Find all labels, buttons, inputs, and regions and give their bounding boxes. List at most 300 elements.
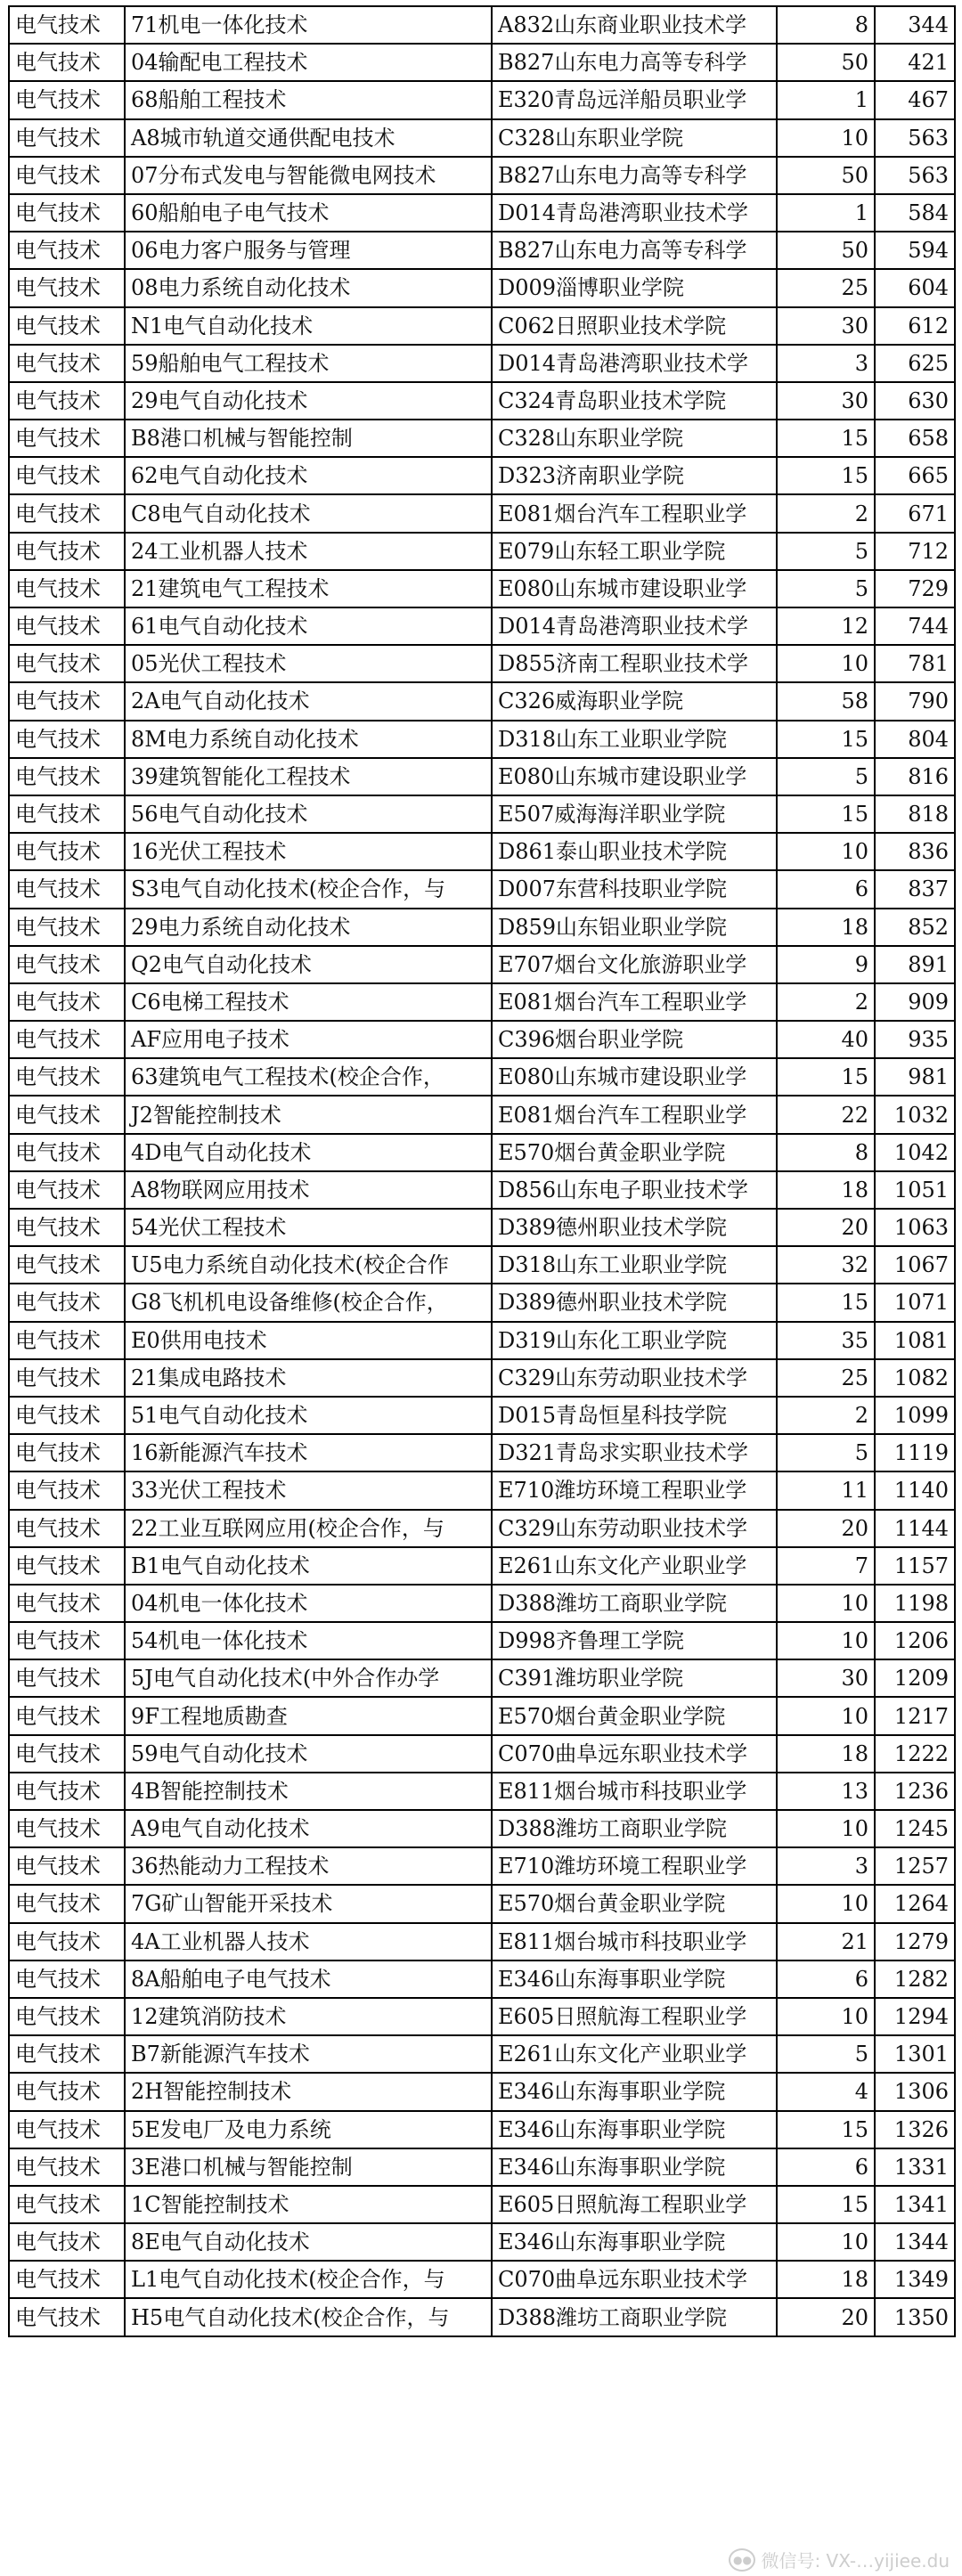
plan-count-cell: 40 — [777, 1021, 875, 1058]
category-cell: 电气技术 — [9, 983, 125, 1021]
school-cell: E080山东城市建设职业学 — [492, 1058, 777, 1096]
category-cell: 电气技术 — [9, 1773, 125, 1810]
table-row — [9, 345, 955, 382]
school-cell: A832山东商业职业技术学 — [492, 6, 777, 44]
major-cell: A8物联网应用技术 — [125, 1171, 492, 1209]
min-rank-cell: 1326 — [875, 2111, 955, 2148]
school-cell: E080山东城市建设职业学 — [492, 758, 777, 795]
plan-count-cell: 20 — [777, 1510, 875, 1547]
major-cell: G8飞机机电设备维修(校企合作， — [125, 1284, 492, 1321]
table-row — [9, 494, 955, 532]
category-cell: 电气技术 — [9, 307, 125, 345]
major-cell: H5电气自动化技术(校企合作，与 — [125, 2298, 492, 2336]
category-cell: 电气技术 — [9, 607, 125, 645]
table-row — [9, 870, 955, 908]
major-cell: 4B智能控制技术 — [125, 1773, 492, 1810]
plan-count-cell: 11 — [777, 1471, 875, 1509]
school-cell: D009淄博职业学院 — [492, 269, 777, 306]
plan-count-cell: 12 — [777, 607, 875, 645]
table-row — [9, 1622, 955, 1659]
category-cell: 电气技术 — [9, 2186, 125, 2223]
school-cell: C328山东职业学院 — [492, 119, 777, 157]
major-cell: 62电气自动化技术 — [125, 457, 492, 494]
min-rank-cell: 1157 — [875, 1547, 955, 1585]
category-cell: 电气技术 — [9, 2298, 125, 2336]
major-cell: 5E发电厂及电力系统 — [125, 2111, 492, 2148]
category-cell: 电气技术 — [9, 1622, 125, 1659]
major-cell: 4D电气自动化技术 — [125, 1134, 492, 1171]
school-cell: E346山东海事职业学院 — [492, 2148, 777, 2186]
school-cell: E605日照航海工程职业学 — [492, 1998, 777, 2035]
school-cell: E346山东海事职业学院 — [492, 2223, 777, 2261]
major-cell: J2智能控制技术 — [125, 1096, 492, 1133]
major-cell: 12建筑消防技术 — [125, 1998, 492, 2035]
major-cell: 59电气自动化技术 — [125, 1735, 492, 1773]
category-cell: 电气技术 — [9, 795, 125, 833]
plan-count-cell: 8 — [777, 1134, 875, 1171]
category-cell: 电气技术 — [9, 2035, 125, 2073]
plan-count-cell: 6 — [777, 2148, 875, 2186]
min-rank-cell: 744 — [875, 607, 955, 645]
plan-count-cell: 20 — [777, 2298, 875, 2336]
school-cell: D323济南职业学院 — [492, 457, 777, 494]
table-row — [9, 269, 955, 306]
school-cell: C062日照职业技术学院 — [492, 307, 777, 345]
category-cell: 电气技术 — [9, 2073, 125, 2110]
major-cell: 29电力系统自动化技术 — [125, 909, 492, 946]
min-rank-cell: 344 — [875, 6, 955, 44]
table-row — [9, 758, 955, 795]
plan-count-cell: 18 — [777, 909, 875, 946]
category-cell: 电气技术 — [9, 345, 125, 382]
min-rank-cell: 816 — [875, 758, 955, 795]
plan-count-cell: 15 — [777, 420, 875, 457]
plan-count-cell: 21 — [777, 1923, 875, 1961]
major-cell: 5J电气自动化技术(中外合作办学 — [125, 1659, 492, 1697]
plan-count-cell: 25 — [777, 1359, 875, 1397]
table-row — [9, 2298, 955, 2336]
category-cell: 电气技术 — [9, 1471, 125, 1509]
min-rank-cell: 1279 — [875, 1923, 955, 1961]
category-cell: 电气技术 — [9, 1847, 125, 1885]
min-rank-cell: 1282 — [875, 1961, 955, 1998]
category-cell: 电气技术 — [9, 2223, 125, 2261]
min-rank-cell: 658 — [875, 420, 955, 457]
min-rank-cell: 584 — [875, 194, 955, 232]
plan-count-cell: 10 — [777, 2223, 875, 2261]
major-cell: 68船舶工程技术 — [125, 81, 492, 118]
min-rank-cell: 1294 — [875, 1998, 955, 2035]
major-cell: S3电气自动化技术(校企合作，与 — [125, 870, 492, 908]
plan-count-cell: 15 — [777, 457, 875, 494]
table-row — [9, 194, 955, 232]
min-rank-cell: 891 — [875, 946, 955, 983]
plan-count-cell: 18 — [777, 2261, 875, 2298]
plan-count-cell: 10 — [777, 645, 875, 682]
min-rank-cell: 467 — [875, 81, 955, 118]
plan-count-cell: 50 — [777, 44, 875, 81]
school-cell: E346山东海事职业学院 — [492, 1961, 777, 1998]
table-row — [9, 2186, 955, 2223]
category-cell: 电气技术 — [9, 909, 125, 946]
table-row — [9, 2073, 955, 2110]
school-cell: D389德州职业技术学院 — [492, 1209, 777, 1246]
school-cell: D998齐鲁理工学院 — [492, 1622, 777, 1659]
major-cell: A8城市轨道交通供配电技术 — [125, 119, 492, 157]
category-cell: 电气技术 — [9, 44, 125, 81]
category-cell: 电气技术 — [9, 1885, 125, 1922]
table-row — [9, 157, 955, 194]
category-cell: 电气技术 — [9, 1284, 125, 1321]
table-row — [9, 1322, 955, 1359]
min-rank-cell: 981 — [875, 1058, 955, 1096]
plan-count-cell: 6 — [777, 1961, 875, 1998]
category-cell: 电气技术 — [9, 1322, 125, 1359]
min-rank-cell: 630 — [875, 382, 955, 420]
table-row — [9, 1885, 955, 1922]
plan-count-cell: 8 — [777, 6, 875, 44]
major-cell: U5电力系统自动化技术(校企合作 — [125, 1246, 492, 1284]
major-cell: B8港口机械与智能控制 — [125, 420, 492, 457]
plan-count-cell: 10 — [777, 1810, 875, 1847]
category-cell: 电气技术 — [9, 721, 125, 758]
plan-count-cell: 2 — [777, 494, 875, 532]
plan-count-cell: 22 — [777, 1096, 875, 1133]
min-rank-cell: 1119 — [875, 1434, 955, 1471]
major-cell: 3E港口机械与智能控制 — [125, 2148, 492, 2186]
table-row — [9, 570, 955, 607]
major-cell: 29电气自动化技术 — [125, 382, 492, 420]
min-rank-cell: 729 — [875, 570, 955, 607]
min-rank-cell: 671 — [875, 494, 955, 532]
major-cell: 2H智能控制技术 — [125, 2073, 492, 2110]
major-cell: 63建筑电气工程技术(校企合作， — [125, 1058, 492, 1096]
table-row — [9, 6, 955, 44]
major-cell: 9F工程地质勘查 — [125, 1697, 492, 1734]
table-row — [9, 946, 955, 983]
min-rank-cell: 1206 — [875, 1622, 955, 1659]
school-cell: E570烟台黄金职业学院 — [492, 1697, 777, 1734]
major-cell: 8M电力系统自动化技术 — [125, 721, 492, 758]
category-cell: 电气技术 — [9, 1735, 125, 1773]
plan-count-cell: 10 — [777, 833, 875, 870]
major-cell: 71机电一体化技术 — [125, 6, 492, 44]
category-cell: 电气技术 — [9, 1998, 125, 2035]
plan-count-cell: 5 — [777, 533, 875, 570]
plan-count-cell: 32 — [777, 1246, 875, 1284]
major-cell: 56电气自动化技术 — [125, 795, 492, 833]
min-rank-cell: 563 — [875, 119, 955, 157]
major-cell: A9电气自动化技术 — [125, 1810, 492, 1847]
min-rank-cell: 1341 — [875, 2186, 955, 2223]
school-cell: E710潍坊环境工程职业学 — [492, 1847, 777, 1885]
watermark-text: 微信号: VX-…yijiee.du — [761, 2550, 950, 2572]
category-cell: 电气技术 — [9, 1246, 125, 1284]
school-cell: B827山东电力高等专科学 — [492, 157, 777, 194]
category-cell: 电气技术 — [9, 1134, 125, 1171]
min-rank-cell: 1198 — [875, 1585, 955, 1622]
major-cell: Q2电气自动化技术 — [125, 946, 492, 983]
table-row — [9, 232, 955, 269]
major-cell: 21集成电路技术 — [125, 1359, 492, 1397]
plan-count-cell: 15 — [777, 721, 875, 758]
major-cell: 7G矿山智能开采技术 — [125, 1885, 492, 1922]
school-cell: E081烟台汽车工程职业学 — [492, 983, 777, 1021]
school-cell: D015青岛恒星科技学院 — [492, 1397, 777, 1434]
table-row — [9, 1284, 955, 1321]
min-rank-cell: 1082 — [875, 1359, 955, 1397]
school-cell: E811烟台城市科技职业学 — [492, 1923, 777, 1961]
plan-count-cell: 15 — [777, 795, 875, 833]
category-cell: 电气技术 — [9, 1209, 125, 1246]
major-cell: E0供用电技术 — [125, 1322, 492, 1359]
category-cell: 电气技术 — [9, 870, 125, 908]
major-cell: 1C智能控制技术 — [125, 2186, 492, 2223]
table-row — [9, 1397, 955, 1434]
school-cell: E346山东海事职业学院 — [492, 2111, 777, 2148]
min-rank-cell: 1081 — [875, 1322, 955, 1359]
table-row — [9, 2148, 955, 2186]
min-rank-cell: 421 — [875, 44, 955, 81]
plan-count-cell: 25 — [777, 269, 875, 306]
major-cell: 04机电一体化技术 — [125, 1585, 492, 1622]
table-row — [9, 1735, 955, 1773]
major-cell: AF应用电子技术 — [125, 1021, 492, 1058]
min-rank-cell: 935 — [875, 1021, 955, 1058]
category-cell: 电气技术 — [9, 833, 125, 870]
table-row — [9, 533, 955, 570]
plan-count-cell: 35 — [777, 1322, 875, 1359]
category-cell: 电气技术 — [9, 1397, 125, 1434]
category-cell: 电气技术 — [9, 1810, 125, 1847]
major-cell: 2A电气自动化技术 — [125, 682, 492, 720]
min-rank-cell: 604 — [875, 269, 955, 306]
table-row — [9, 457, 955, 494]
min-rank-cell: 1264 — [875, 1885, 955, 1922]
plan-count-cell: 1 — [777, 81, 875, 118]
table-row — [9, 1246, 955, 1284]
category-cell: 电气技术 — [9, 194, 125, 232]
plan-count-cell: 50 — [777, 157, 875, 194]
school-cell: D856山东电子职业技术学 — [492, 1171, 777, 1209]
admission-table — [8, 5, 956, 2337]
category-cell: 电气技术 — [9, 269, 125, 306]
plan-count-cell: 3 — [777, 345, 875, 382]
min-rank-cell: 1063 — [875, 1209, 955, 1246]
plan-count-cell: 15 — [777, 2111, 875, 2148]
plan-count-cell: 4 — [777, 2073, 875, 2110]
school-cell: E507威海海洋职业学院 — [492, 795, 777, 833]
min-rank-cell: 563 — [875, 157, 955, 194]
table-row — [9, 2111, 955, 2148]
school-cell: B827山东电力高等专科学 — [492, 44, 777, 81]
major-cell: 24工业机器人技术 — [125, 533, 492, 570]
min-rank-cell: 1301 — [875, 2035, 955, 2073]
min-rank-cell: 1140 — [875, 1471, 955, 1509]
table-row — [9, 2223, 955, 2261]
category-cell: 电气技术 — [9, 570, 125, 607]
min-rank-cell: 837 — [875, 870, 955, 908]
school-cell: B827山东电力高等专科学 — [492, 232, 777, 269]
table-row — [9, 382, 955, 420]
school-cell: E707烟台文化旅游职业学 — [492, 946, 777, 983]
table-row — [9, 119, 955, 157]
min-rank-cell: 1222 — [875, 1735, 955, 1773]
school-cell: C328山东职业学院 — [492, 420, 777, 457]
school-cell: E346山东海事职业学院 — [492, 2073, 777, 2110]
category-cell: 电气技术 — [9, 1547, 125, 1585]
school-cell: E079山东轻工职业学院 — [492, 533, 777, 570]
table-row — [9, 1773, 955, 1810]
major-cell: 59船舶电气工程技术 — [125, 345, 492, 382]
major-cell: 16光伏工程技术 — [125, 833, 492, 870]
table-row — [9, 1585, 955, 1622]
table-row — [9, 1810, 955, 1847]
table-row — [9, 2035, 955, 2073]
table-row — [9, 307, 955, 345]
major-cell: C8电气自动化技术 — [125, 494, 492, 532]
school-cell: E261山东文化产业职业学 — [492, 1547, 777, 1585]
major-cell: 06电力客户服务与管理 — [125, 232, 492, 269]
plan-count-cell: 5 — [777, 570, 875, 607]
major-cell: 07分布式发电与智能微电网技术 — [125, 157, 492, 194]
table-row — [9, 1171, 955, 1209]
school-cell: E081烟台汽车工程职业学 — [492, 1096, 777, 1133]
category-cell: 电气技术 — [9, 2148, 125, 2186]
plan-count-cell: 18 — [777, 1735, 875, 1773]
min-rank-cell: 1350 — [875, 2298, 955, 2336]
table-row — [9, 1961, 955, 1998]
category-cell: 电气技术 — [9, 119, 125, 157]
min-rank-cell: 1099 — [875, 1397, 955, 1434]
major-cell: L1电气自动化技术(校企合作，与 — [125, 2261, 492, 2298]
category-cell: 电气技术 — [9, 232, 125, 269]
table-row — [9, 1434, 955, 1471]
plan-count-cell: 18 — [777, 1171, 875, 1209]
min-rank-cell: 804 — [875, 721, 955, 758]
school-cell: D861泰山职业技术学院 — [492, 833, 777, 870]
table-row — [9, 1058, 955, 1096]
plan-count-cell: 1 — [777, 194, 875, 232]
school-cell: C070曲阜远东职业技术学 — [492, 1735, 777, 1773]
school-cell: E570烟台黄金职业学院 — [492, 1885, 777, 1922]
table-row — [9, 420, 955, 457]
min-rank-cell: 665 — [875, 457, 955, 494]
min-rank-cell: 1071 — [875, 1284, 955, 1321]
plan-count-cell: 3 — [777, 1847, 875, 1885]
major-cell: 36热能动力工程技术 — [125, 1847, 492, 1885]
major-cell: 8A船舶电子电气技术 — [125, 1961, 492, 1998]
school-cell: E710潍坊环境工程职业学 — [492, 1471, 777, 1509]
plan-count-cell: 10 — [777, 1697, 875, 1734]
min-rank-cell: 1306 — [875, 2073, 955, 2110]
category-cell: 电气技术 — [9, 1510, 125, 1547]
min-rank-cell: 1067 — [875, 1246, 955, 1284]
plan-count-cell: 15 — [777, 1058, 875, 1096]
major-cell: 08电力系统自动化技术 — [125, 269, 492, 306]
major-cell: N1电气自动化技术 — [125, 307, 492, 345]
plan-count-cell: 2 — [777, 983, 875, 1021]
major-cell: 60船舶电子电气技术 — [125, 194, 492, 232]
school-cell: D014青岛港湾职业技术学 — [492, 345, 777, 382]
table-row — [9, 983, 955, 1021]
table-row — [9, 1697, 955, 1734]
table-row — [9, 1359, 955, 1397]
table-row — [9, 682, 955, 720]
school-cell: C329山东劳动职业技术学 — [492, 1510, 777, 1547]
table-row — [9, 1547, 955, 1585]
school-cell: D318山东工业职业学院 — [492, 721, 777, 758]
category-cell: 电气技术 — [9, 382, 125, 420]
table-row — [9, 1021, 955, 1058]
school-cell: D318山东工业职业学院 — [492, 1246, 777, 1284]
plan-count-cell: 10 — [777, 1998, 875, 2035]
table-row — [9, 44, 955, 81]
table-row — [9, 1510, 955, 1547]
plan-count-cell: 50 — [777, 232, 875, 269]
school-cell: D859山东铝业职业学院 — [492, 909, 777, 946]
category-cell: 电气技术 — [9, 1961, 125, 1998]
table-row — [9, 81, 955, 118]
major-cell: 4A工业机器人技术 — [125, 1923, 492, 1961]
category-cell: 电气技术 — [9, 682, 125, 720]
plan-count-cell: 58 — [777, 682, 875, 720]
school-cell: D319山东化工职业学院 — [492, 1322, 777, 1359]
major-cell: B1电气自动化技术 — [125, 1547, 492, 1585]
school-cell: E320青岛远洋船员职业学 — [492, 81, 777, 118]
school-cell: D388潍坊工商职业学院 — [492, 1585, 777, 1622]
school-cell: D388潍坊工商职业学院 — [492, 2298, 777, 2336]
category-cell: 电气技术 — [9, 494, 125, 532]
school-cell: E570烟台黄金职业学院 — [492, 1134, 777, 1171]
min-rank-cell: 1051 — [875, 1171, 955, 1209]
min-rank-cell: 818 — [875, 795, 955, 833]
school-cell: D388潍坊工商职业学院 — [492, 1810, 777, 1847]
category-cell: 电气技术 — [9, 157, 125, 194]
plan-count-cell: 6 — [777, 870, 875, 908]
major-cell: 04输配电工程技术 — [125, 44, 492, 81]
min-rank-cell: 1344 — [875, 2223, 955, 2261]
category-cell: 电气技术 — [9, 758, 125, 795]
category-cell: 电气技术 — [9, 420, 125, 457]
category-cell: 电气技术 — [9, 1585, 125, 1622]
category-cell: 电气技术 — [9, 6, 125, 44]
min-rank-cell: 1257 — [875, 1847, 955, 1885]
plan-count-cell: 9 — [777, 946, 875, 983]
plan-count-cell: 10 — [777, 1622, 875, 1659]
plan-count-cell: 5 — [777, 2035, 875, 2073]
school-cell: E261山东文化产业职业学 — [492, 2035, 777, 2073]
school-cell: C396烟台职业学院 — [492, 1021, 777, 1058]
school-cell: D007东营科技职业学院 — [492, 870, 777, 908]
table-row — [9, 833, 955, 870]
min-rank-cell: 1236 — [875, 1773, 955, 1810]
min-rank-cell: 1331 — [875, 2148, 955, 2186]
min-rank-cell: 712 — [875, 533, 955, 570]
min-rank-cell: 852 — [875, 909, 955, 946]
table-row — [9, 1134, 955, 1171]
min-rank-cell: 790 — [875, 682, 955, 720]
plan-count-cell: 5 — [777, 758, 875, 795]
category-cell: 电气技术 — [9, 1697, 125, 1734]
category-cell: 电气技术 — [9, 946, 125, 983]
min-rank-cell: 1209 — [875, 1659, 955, 1697]
category-cell: 电气技术 — [9, 1659, 125, 1697]
major-cell: 05光伏工程技术 — [125, 645, 492, 682]
school-cell: D855济南工程职业技术学 — [492, 645, 777, 682]
school-cell: C391潍坊职业学院 — [492, 1659, 777, 1697]
major-cell: B7新能源汽车技术 — [125, 2035, 492, 2073]
